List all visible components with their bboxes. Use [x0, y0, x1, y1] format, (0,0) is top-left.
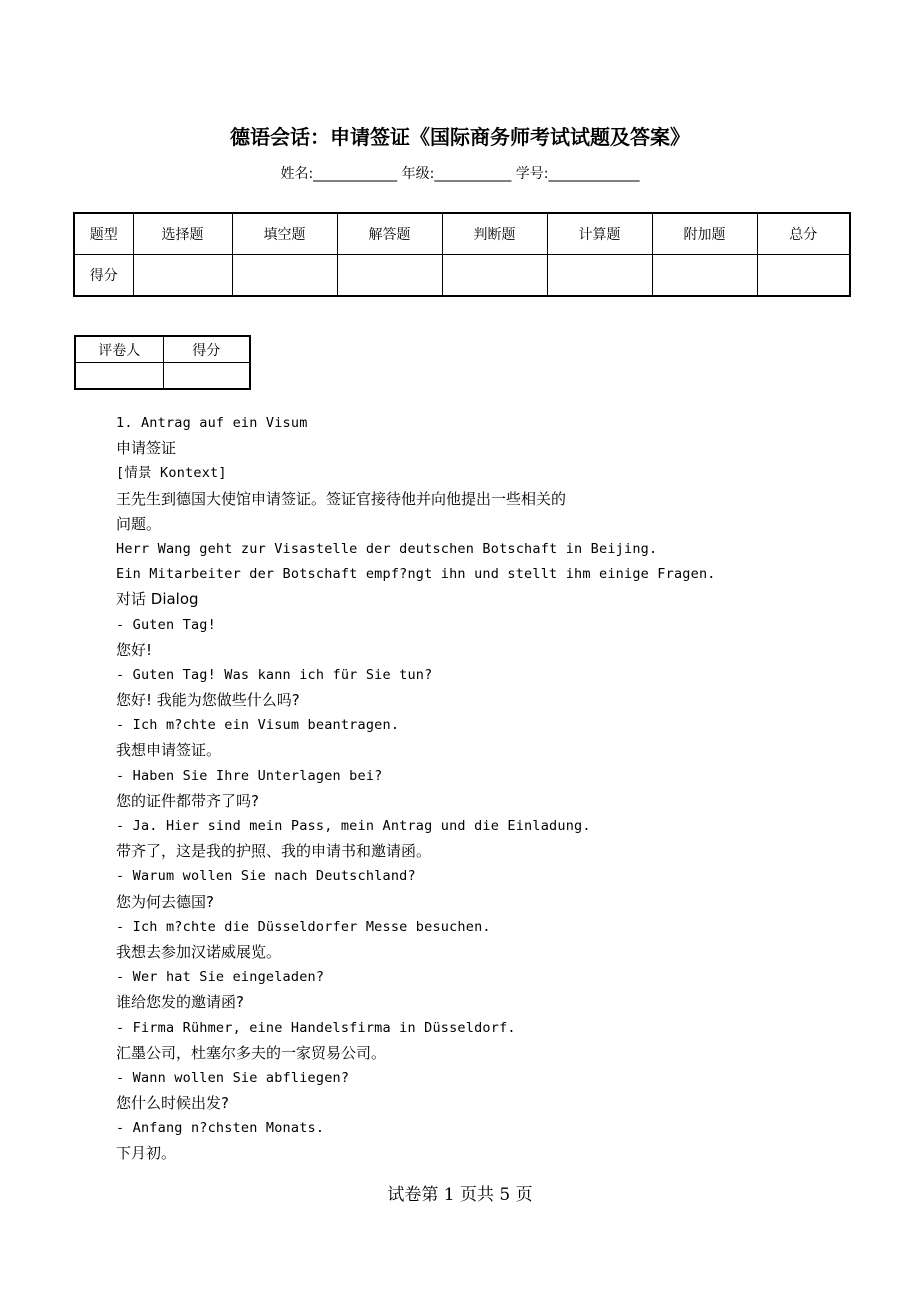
grader-header-cell: 得分 — [163, 336, 250, 363]
content-line: 汇墨公司，杜塞尔多夫的一家贸易公司。 — [116, 1043, 387, 1062]
page-footer: 试卷第 1 页共 5 页 — [387, 1185, 533, 1205]
score-row-label: 得分 — [74, 255, 133, 297]
score-blank-cell — [757, 255, 850, 297]
score-header-cell: 题型 — [74, 213, 133, 255]
grader-header-cell: 评卷人 — [75, 336, 163, 363]
content-line: 对话 Dialog — [116, 590, 199, 609]
score-header-cell: 选择题 — [133, 213, 232, 255]
score-blank-cell — [337, 255, 442, 297]
content-line: 您为何去德国? — [116, 892, 214, 911]
grader-blank-cell — [163, 363, 250, 390]
grader-table-header-row — [75, 336, 250, 363]
score-blank-cell — [133, 255, 232, 297]
content-line: 王先生到德国大使馆申请签证。签证官接待他并向他提出一些相关的 — [116, 489, 567, 508]
content-line: - Ja. Hier sind mein Pass, mein Antrag und die Einladung. — [116, 818, 591, 834]
score-blank-cell — [547, 255, 652, 297]
score-header-cell: 判断题 — [442, 213, 547, 255]
content-line: 下月初。 — [116, 1144, 177, 1163]
content-line: - Firma Rühmer, eine Handelsfirma in Düsseldorf. — [116, 1019, 516, 1036]
grader-table — [74, 335, 251, 390]
content-line: 您什么时候出发? — [116, 1094, 229, 1113]
document-title: 德语会话：申请签证《国际商务师考试试题及答案》 — [230, 125, 690, 149]
score-table-score-row — [74, 255, 850, 297]
content-line: 申请签证 — [116, 439, 177, 458]
content-line: - Haben Sie Ihre Unterlagen bei? — [116, 767, 383, 784]
score-header-cell: 总分 — [757, 213, 850, 255]
content-line: - Ich m?chte ein Visum beantragen. — [116, 717, 400, 734]
score-blank-cell — [442, 255, 547, 297]
score-header-cell: 填空题 — [232, 213, 337, 255]
content-line: Ein Mitarbeiter der Botschaft empf?ngt ihn und stellt ihm einige Fragen. — [116, 566, 716, 583]
score-table — [73, 212, 851, 297]
score-header-cell: 计算题 — [547, 213, 652, 255]
content-line: - Guten Tag! — [116, 616, 216, 633]
dialog-content — [116, 411, 816, 1167]
content-line: Herr Wang geht zur Visastelle der deutschen Botschaft in Beijing. — [116, 540, 658, 557]
content-line: 您好! — [116, 640, 153, 659]
content-line: 您的证件都带齐了吗? — [116, 791, 259, 810]
content-line: - Ich m?chte die Düsseldorfer Messe besuchen. — [116, 918, 491, 935]
content-line: - Wann wollen Sie abfliegen? — [116, 1069, 350, 1086]
content-line: - Guten Tag! Was kann ich für Sie tun? — [116, 666, 433, 683]
content-line: - Anfang n?chsten Monats. — [116, 1120, 325, 1137]
content-line: [情景 Kontext] — [116, 465, 227, 482]
student-info-line: 姓名:____________ 年级:___________ 学号:_____________ — [280, 166, 640, 182]
content-line: 我想去参加汉诺威展览。 — [116, 942, 282, 961]
score-header-cell: 附加题 — [652, 213, 757, 255]
content-line: 您好! 我能为您做些什么吗? — [116, 691, 300, 710]
score-blank-cell — [232, 255, 337, 297]
content-line: 带齐了，这是我的护照、我的申请书和邀请函。 — [116, 842, 432, 861]
content-line: 问题。 — [116, 514, 162, 533]
grader-table-blank-row — [75, 363, 250, 390]
score-header-cell: 解答题 — [337, 213, 442, 255]
content-line: 1. Antrag auf ein Visum — [116, 415, 308, 431]
content-line: - Warum wollen Sie nach Deutschland? — [116, 868, 416, 885]
content-line: - Wer hat Sie eingeladen? — [116, 969, 325, 986]
grader-blank-cell — [75, 363, 163, 390]
score-blank-cell — [652, 255, 757, 297]
content-line: 我想申请签证。 — [116, 741, 222, 760]
content-line: 谁给您发的邀请函? — [116, 993, 244, 1012]
score-table-header-row — [74, 213, 850, 255]
